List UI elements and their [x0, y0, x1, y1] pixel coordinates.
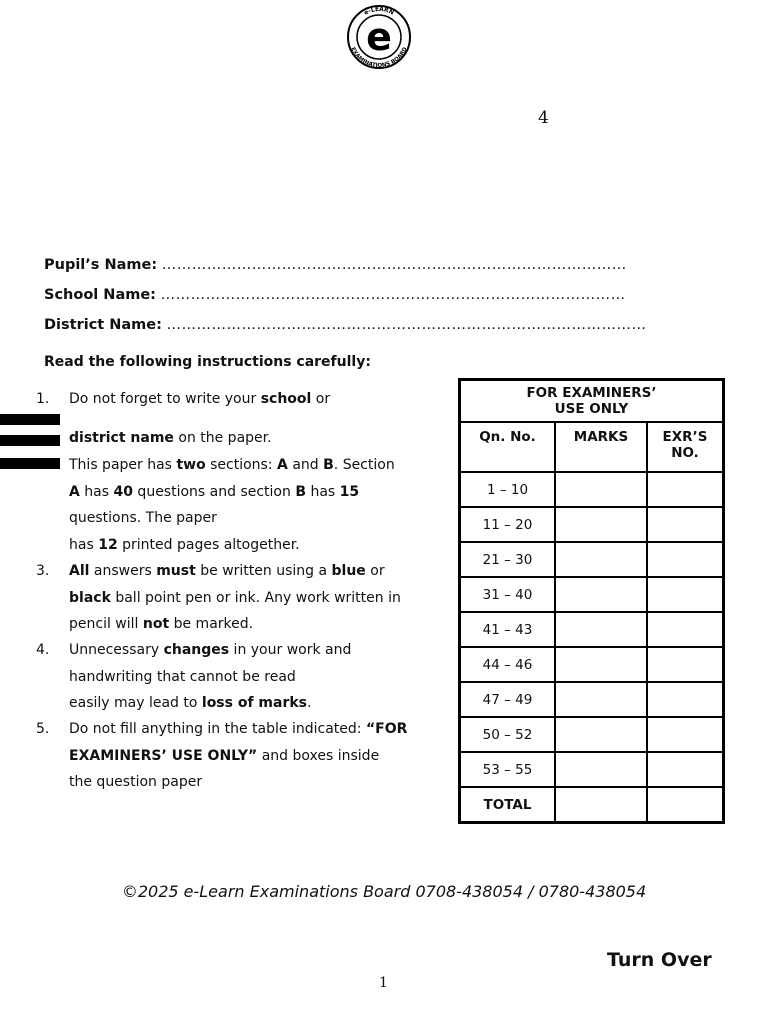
- exr-cell: [647, 507, 724, 542]
- instruction-item: [0, 558, 430, 638]
- exr-cell: [647, 472, 724, 507]
- table-row: [460, 472, 724, 507]
- examiners-table: [458, 378, 725, 824]
- instruction-text: district name on the paper.: [69, 430, 272, 446]
- marks-cell: [555, 612, 647, 647]
- total-marks-cell: [555, 787, 647, 823]
- footer-copyright: ©2025 e-Learn Examinations Board 0708-438054 / 0780-438054: [121, 882, 647, 901]
- marks-cell: [555, 542, 647, 577]
- marks-cell: [555, 507, 647, 542]
- school-name-label: School Name:: [44, 287, 156, 303]
- instruction-text: Unnecessary changes in your work and handwriting that cannot be read easily may lead to loss of marks.: [69, 642, 352, 711]
- question-range: 31 – 40: [460, 577, 556, 612]
- turn-over-label: Turn Over: [607, 949, 712, 971]
- table-title-line2: USE ONLY: [554, 401, 629, 417]
- col-exr-line1: EXR’S: [662, 429, 708, 445]
- exr-cell: [647, 612, 724, 647]
- col-header-marks: MARKS: [555, 422, 647, 472]
- exr-cell: [647, 717, 724, 752]
- table-row: [460, 612, 724, 647]
- instruction-item: [0, 386, 430, 413]
- question-range: 44 – 46: [460, 647, 556, 682]
- exr-cell: [647, 682, 724, 717]
- instruction-item: [0, 637, 430, 717]
- instruction-number: 3.: [36, 563, 50, 579]
- question-range: 41 – 43: [460, 612, 556, 647]
- exr-cell: [647, 752, 724, 787]
- question-range: 50 – 52: [460, 717, 556, 752]
- table-title-line1: FOR EXAMINERS’: [526, 385, 657, 401]
- col-header-qn: Qn. No.: [460, 422, 556, 472]
- school-name-dots: …………………………………………………………………………………: [160, 287, 626, 303]
- marks-cell: [555, 752, 647, 787]
- question-range: 47 – 49: [460, 682, 556, 717]
- instruction-text: This paper has two sections: A and B. Section A has 40 questions and section B has 15 questions. The paper has 12 printed pages altogether.: [69, 457, 395, 553]
- table-row: [460, 577, 724, 612]
- pupil-name-dots: …………………………………………………………………………………: [161, 257, 627, 273]
- marks-cell: [555, 682, 647, 717]
- exr-cell: [647, 542, 724, 577]
- instruction-text: Do not forget to write your school or: [69, 391, 331, 407]
- redaction-bar: [0, 414, 60, 425]
- question-range: 11 – 20: [460, 507, 556, 542]
- question-range: 1 – 10: [460, 472, 556, 507]
- table-row: [460, 682, 724, 717]
- exr-cell: [647, 577, 724, 612]
- marks-cell: [555, 577, 647, 612]
- instruction-item: [0, 425, 430, 452]
- instruction-item: [0, 716, 430, 796]
- col-exr-line2: NO.: [671, 445, 699, 461]
- total-exr-cell: [647, 787, 724, 823]
- marks-cell: [555, 647, 647, 682]
- instruction-text: All answers must be written using a blue or black ball point pen or ink. Any work written in pencil will not be marked.: [69, 563, 401, 632]
- logo-letter: e: [366, 15, 392, 59]
- table-row-total: [460, 787, 724, 823]
- question-range: 21 – 30: [460, 542, 556, 577]
- table-row: [460, 752, 724, 787]
- instruction-number: 4.: [36, 642, 50, 658]
- district-name-dots: ……………………………………………………………………………………: [166, 317, 647, 333]
- table-row: [460, 647, 724, 682]
- pupil-name-label: Pupil’s Name:: [44, 257, 158, 273]
- table-row: [460, 542, 724, 577]
- school-name-field[interactable]: [44, 287, 626, 303]
- question-range: 53 – 55: [460, 752, 556, 787]
- instruction-text: Do not fill anything in the table indicated: “FOR EXAMINERS’ USE ONLY” and boxes inside the question paper: [69, 721, 408, 790]
- marks-cell: [555, 472, 647, 507]
- board-logo: [339, 4, 419, 70]
- table-row: [460, 507, 724, 542]
- logo-top-text: e-LEARN: [362, 5, 395, 17]
- logo-bottom-text: EXAMINATIONS BOARD: [349, 46, 409, 70]
- total-label: TOTAL: [460, 787, 556, 823]
- instruction-number: 5.: [36, 721, 50, 737]
- table-row: [460, 717, 724, 752]
- marks-cell: [555, 717, 647, 752]
- pupil-name-field[interactable]: [44, 257, 627, 273]
- exr-cell: [647, 647, 724, 682]
- col-header-exr: [647, 422, 724, 472]
- district-name-label: District Name:: [44, 317, 162, 333]
- page-number-top: 4: [538, 108, 549, 128]
- district-name-field[interactable]: [44, 317, 647, 333]
- instructions-title: Read the following instructions carefully:: [44, 354, 371, 370]
- page-number-bottom: 1: [379, 975, 388, 991]
- examiners-table-title: [460, 380, 724, 423]
- instruction-item: [0, 452, 430, 562]
- instruction-number: 1.: [36, 391, 50, 407]
